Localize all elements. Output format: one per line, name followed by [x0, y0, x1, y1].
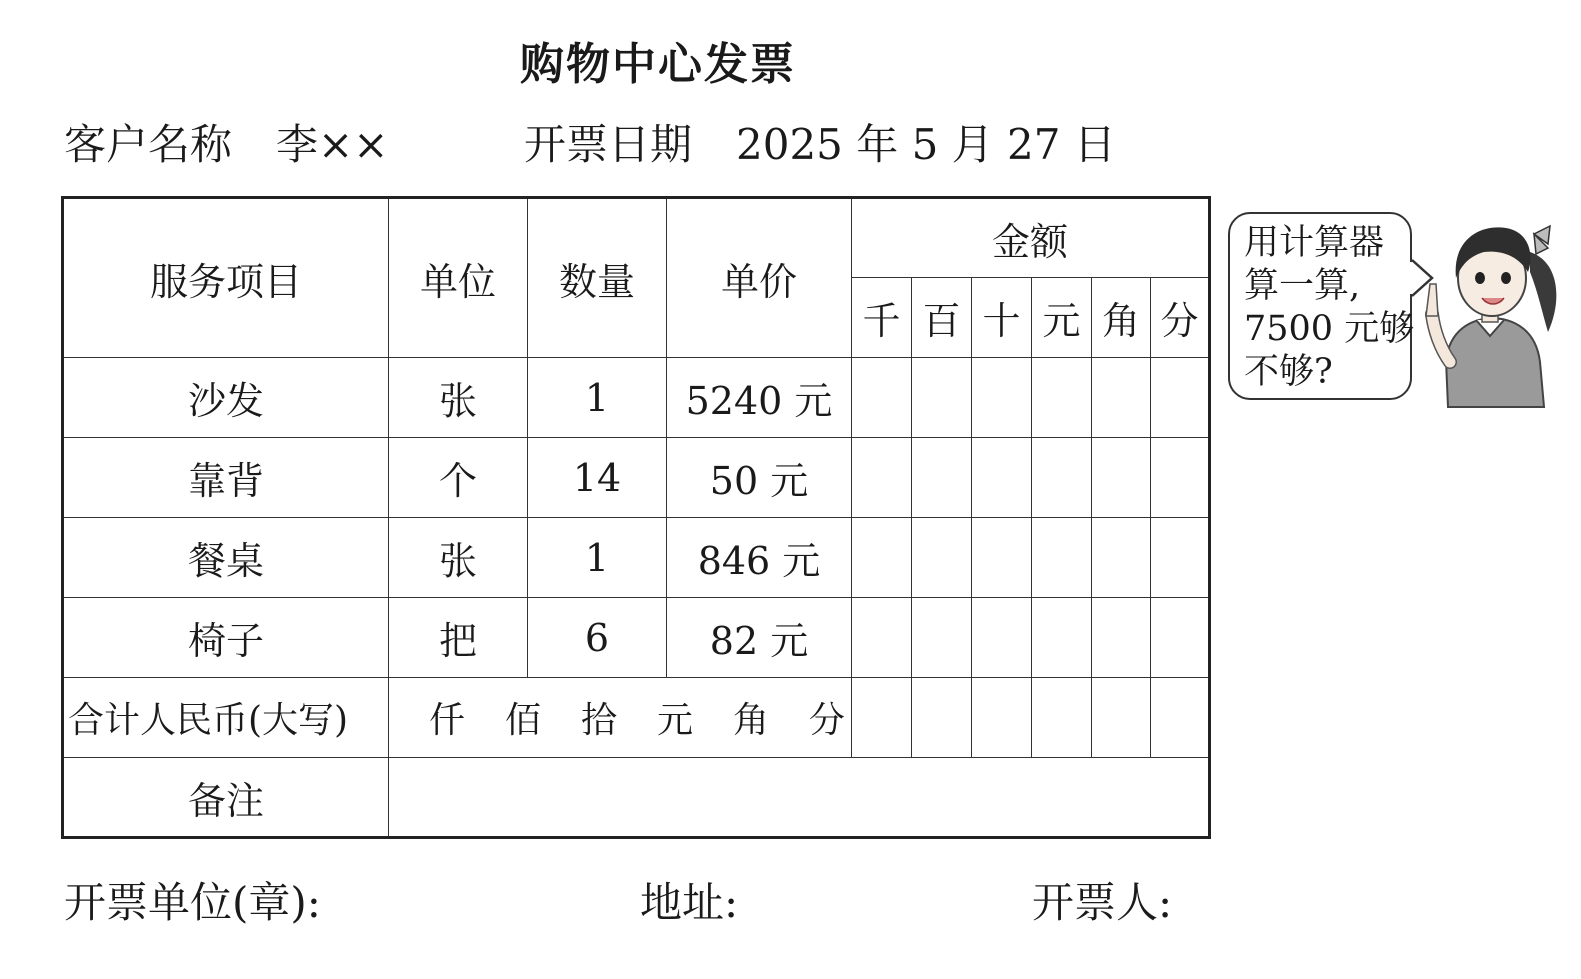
- issuing-unit-label: 开票单位(章):: [64, 878, 321, 927]
- date-info: [524, 112, 1116, 172]
- total-amount-cell[interactable]: [1151, 678, 1210, 758]
- amount-cell[interactable]: [972, 358, 1032, 438]
- bubble-line: 用计算器: [1244, 223, 1385, 263]
- issuer-label: 开票人:: [1032, 878, 1173, 927]
- table-row: [63, 438, 1210, 518]
- digit-header: 十: [972, 278, 1032, 358]
- header-price: 单价: [667, 198, 852, 358]
- unit-word: 分: [808, 700, 845, 741]
- table-row: [63, 518, 1210, 598]
- customer-label: 客户名称: [64, 120, 233, 169]
- quantity-cell: 6: [528, 598, 667, 678]
- amount-cell[interactable]: [1092, 518, 1151, 598]
- unit-cell: 个: [389, 438, 528, 518]
- digit-header: 角: [1092, 278, 1151, 358]
- header-item: 服务项目: [63, 198, 389, 358]
- amount-cell[interactable]: [852, 598, 912, 678]
- total-amount-cell[interactable]: [972, 678, 1032, 758]
- total-amount-cell[interactable]: [852, 678, 912, 758]
- amount-cell[interactable]: [852, 438, 912, 518]
- total-label: 合计人民币(大写): [63, 678, 389, 758]
- item-cell: 靠背: [63, 438, 389, 518]
- table-row: [63, 358, 1210, 438]
- amount-cell[interactable]: [1032, 518, 1092, 598]
- amount-cell[interactable]: [852, 358, 912, 438]
- item-cell: 餐桌: [63, 518, 389, 598]
- header-unit: 单位: [389, 198, 528, 358]
- amount-cell[interactable]: [1092, 438, 1151, 518]
- unit-word: 仟: [429, 700, 466, 741]
- item-cell: 椅子: [63, 598, 389, 678]
- price-cell: 50 元: [667, 438, 852, 518]
- unit-word: 角: [732, 700, 769, 741]
- unit-word: 佰: [504, 700, 541, 741]
- speech-bubble: [1228, 212, 1415, 400]
- unit-cell: 张: [389, 518, 528, 598]
- amount-cell[interactable]: [1032, 598, 1092, 678]
- amount-cell[interactable]: [1032, 358, 1092, 438]
- amount-cell[interactable]: [972, 438, 1032, 518]
- ponytail: [1530, 252, 1556, 332]
- remark-row: [63, 758, 1210, 838]
- unit-word: 拾: [580, 700, 617, 741]
- amount-cell[interactable]: [912, 438, 972, 518]
- digit-header: 分: [1151, 278, 1210, 358]
- amount-cell[interactable]: [1151, 358, 1210, 438]
- amount-cell[interactable]: [1092, 358, 1151, 438]
- item-cell: 沙发: [63, 358, 389, 438]
- quantity-cell: 1: [528, 358, 667, 438]
- amount-cell[interactable]: [1151, 518, 1210, 598]
- amount-cell[interactable]: [972, 518, 1032, 598]
- amount-cell[interactable]: [912, 518, 972, 598]
- remark-label: 备注: [63, 758, 389, 838]
- digit-header: 百: [912, 278, 972, 358]
- unit-cell: 张: [389, 358, 528, 438]
- total-amount-cell[interactable]: [912, 678, 972, 758]
- girl-illustration: [1410, 212, 1570, 412]
- digit-header: 千: [852, 278, 912, 358]
- amount-cell[interactable]: [1092, 598, 1151, 678]
- price-cell: 846 元: [667, 518, 852, 598]
- amount-cell[interactable]: [912, 358, 972, 438]
- date-label: 开票日期: [524, 120, 693, 169]
- digit-header: 元: [1032, 278, 1092, 358]
- remark-field[interactable]: [389, 758, 1210, 838]
- invoice-title: 购物中心发票: [520, 39, 796, 90]
- price-cell: 5240 元: [667, 358, 852, 438]
- unit-cell: 把: [389, 598, 528, 678]
- total-row: [63, 678, 1210, 758]
- header-amount: 金额: [852, 198, 1210, 278]
- quantity-cell: 14: [528, 438, 667, 518]
- amount-cell[interactable]: [1032, 438, 1092, 518]
- pointing-finger-icon: [1426, 284, 1438, 316]
- price-cell: 82 元: [667, 598, 852, 678]
- total-uppercase-field[interactable]: [389, 678, 852, 758]
- unit-word: 元: [656, 700, 693, 741]
- bubble-line: 算一算,: [1244, 266, 1361, 306]
- amount-cell[interactable]: [1151, 438, 1210, 518]
- bubble-line: 7500 元够: [1244, 309, 1415, 349]
- total-amount-cell[interactable]: [1032, 678, 1092, 758]
- amount-cell[interactable]: [972, 598, 1032, 678]
- customer-info: [64, 112, 388, 172]
- table-row: [63, 598, 1210, 678]
- date-value: 2025 年 5 月 27 日: [736, 120, 1116, 169]
- amount-cell[interactable]: [1151, 598, 1210, 678]
- total-amount-cell[interactable]: [1092, 678, 1151, 758]
- customer-name: 李××: [276, 120, 389, 169]
- header-quantity: 数量: [528, 198, 667, 358]
- address-label: 地址:: [640, 878, 739, 927]
- amount-cell[interactable]: [912, 598, 972, 678]
- bubble-line: 不够?: [1244, 352, 1333, 392]
- invoice-table: [61, 196, 1211, 839]
- quantity-cell: 1: [528, 518, 667, 598]
- amount-cell[interactable]: [852, 518, 912, 598]
- hair-bow-icon: [1534, 226, 1550, 254]
